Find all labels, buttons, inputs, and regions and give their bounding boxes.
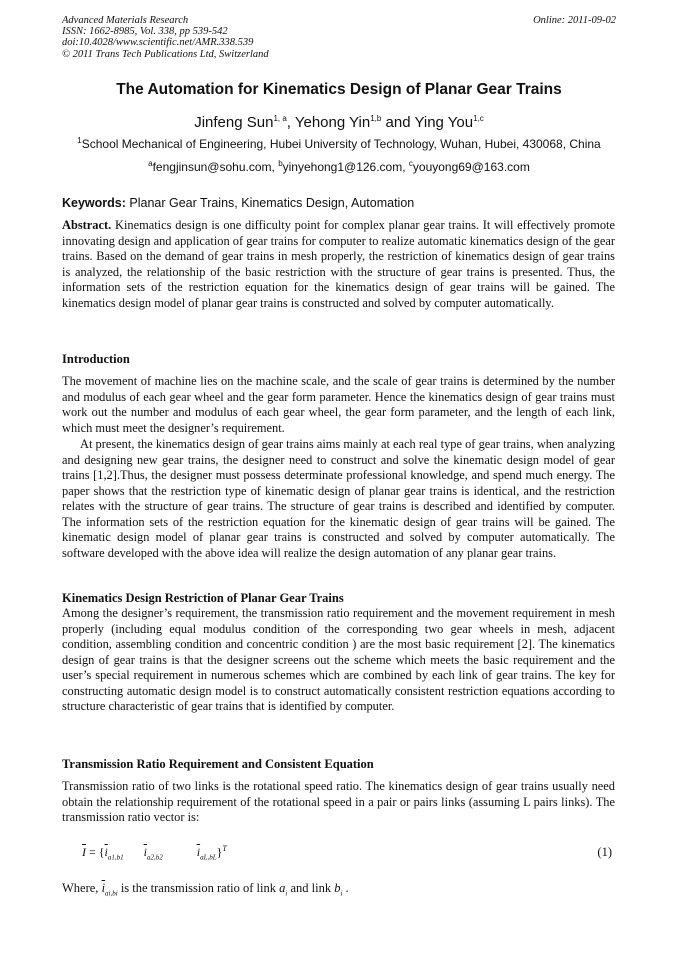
where-ratio-subscript: ai,bi bbox=[105, 889, 118, 898]
intro-paragraph-2: At present, the kinematics design of gear trains aims mainly at each real type of gear trains, when analyzing and designing new gear trains, the designer need to construct and solve the kinematic design model of gear trains [1,2].Thus, the designer must possess determinate professional knowledge, and spend much energy. The paper shows that the restriction type of kinematic design of planar gear trains is identical, and the restriction relates with the structure of gear trains. The structure of gear trains is described and identified by computer. The information sets of the restriction equation for the kinematic design of gear trains will be gained. The kinematic design model of planar gear trains is constructed and solved by computer automatically. The software developed with the above idea will realize the design automation of any planar gear trains. bbox=[62, 437, 615, 560]
journal-copyright: © 2011 Trans Tech Publications Ltd, Switzerland bbox=[62, 48, 269, 60]
where-link-a-subscript: i bbox=[285, 889, 288, 898]
equation-number: (1) bbox=[597, 845, 612, 859]
email-link[interactable]: yinyehong1@126.com, bbox=[282, 160, 409, 174]
abstract bbox=[62, 218, 615, 311]
email-link[interactable]: youyong69@163.com bbox=[412, 160, 530, 174]
paper-title: The Automation for Kinematics Design of Planar Gear Trains bbox=[116, 81, 562, 98]
where-link-a: a bbox=[279, 881, 286, 895]
author-name: Jinfeng Sun bbox=[194, 114, 274, 131]
affiliation-mark: 1 bbox=[77, 136, 82, 145]
eq-ratio-term: $\overline{i}$ bbox=[196, 845, 201, 859]
affiliation bbox=[62, 137, 616, 151]
eq-ratio-term: $\overline{i}$ bbox=[104, 845, 108, 859]
equation-1 bbox=[82, 845, 227, 861]
online-date: Online: 2011-09-02 bbox=[533, 15, 616, 26]
email-link[interactable]: fengjinsun@sohu.com, bbox=[152, 160, 279, 174]
author-name: Yehong Yin bbox=[294, 114, 371, 131]
equation-explanation bbox=[62, 881, 349, 898]
author-affiliation-mark: 1, a bbox=[273, 114, 287, 123]
where-text: is the transmission ratio of link bbox=[117, 881, 280, 895]
abstract-label: Abstract. bbox=[62, 218, 112, 232]
where-link-b: b bbox=[334, 881, 341, 895]
eq-ratio-term: $\overline{i}$ bbox=[143, 845, 147, 859]
eq-ratio-subscript: a2,b2 bbox=[146, 853, 163, 862]
where-text: Where, bbox=[62, 881, 102, 895]
section-heading-introduction: Introduction bbox=[62, 352, 130, 366]
where-text: and link bbox=[287, 881, 335, 895]
author-separator: and bbox=[381, 114, 415, 131]
section-heading-restriction: Kinematics Design Restriction of Planar Gear Trains bbox=[62, 591, 344, 605]
author-affiliation-mark: 1,c bbox=[473, 114, 484, 123]
eq-transpose: T bbox=[222, 844, 227, 853]
where-link-b-subscript: i bbox=[340, 889, 343, 898]
restriction-paragraph: Among the designer’s requirement, the transmission ratio requirement and the movement requirement in mesh properly (including equal modulus condition of the corresponding two gear wheels in mesh, adjacent condition, assembling condition and concentric condition ) are the most basic requirement [2]. The kinematics design of gear trains is that the designer screens out the scheme which meets the basic requirement and the user’s special requirement in numerous schemes which are combined by each link of gear trains. The key for constructing automatic design model is to construct automatically consistent restriction equations according to structure characteristic of gear trains that is identified by computer. bbox=[62, 606, 615, 713]
author-list bbox=[0, 114, 678, 131]
email-mark: a bbox=[148, 159, 153, 168]
author-emails bbox=[0, 160, 678, 174]
author-name: Ying You bbox=[414, 114, 474, 131]
journal-doi: doi:10.4028/www.scientific.net/AMR.338.539 bbox=[62, 37, 254, 49]
keywords bbox=[62, 196, 414, 210]
author-separator: , bbox=[286, 114, 295, 131]
author-affiliation-mark: 1,b bbox=[370, 114, 382, 123]
keywords-text: Planar Gear Trains, Kinematics Design, Automation bbox=[125, 196, 415, 210]
section-heading-transmission-ratio: Transmission Ratio Requirement and Consistent Equation bbox=[62, 757, 374, 771]
transmission-paragraph: Transmission ratio of two links is the rotational speed ratio. The kinematics design of gear trains usually need obtain the relationship requirement of the rotational speed in a pair or pairs links (assuming L pairs links). The transmission ratio vector is: bbox=[62, 779, 615, 824]
intro-paragraph-1: The movement of machine lies on the machine scale, and the scale of gear trains is determined by the number and modulus of each gear wheel and the gear form parameter. Hence the kinematics design of gear trains must work out the number and modulus of each gear wheel, the gear form parameter, and the length of each link, which must meet the designer’s requirement. bbox=[62, 374, 615, 435]
affiliation-text: School Mechanical of Engineering, Hubei University of Technology, Wuhan, Hubei, 430068, China bbox=[81, 137, 601, 151]
email-mark: b bbox=[278, 159, 283, 168]
where-ratio-symbol: $\overline{i}$ bbox=[101, 881, 106, 895]
journal-issn: ISSN: 1662-8985, Vol. 338, pp 539-542 bbox=[62, 26, 228, 38]
keywords-label: Keywords: bbox=[62, 196, 126, 210]
where-text: . bbox=[342, 881, 349, 895]
eq-ratio-subscript: aL,bL bbox=[200, 853, 217, 862]
journal-header bbox=[62, 15, 269, 60]
eq-ratio-subscript: a1,b1 bbox=[107, 853, 124, 862]
eq-lhs-vector: $\overline{I}$ bbox=[82, 845, 86, 859]
journal-name: Advanced Materials Research bbox=[62, 15, 189, 26]
abstract-text: Kinematics design is one difficulty point for complex planar gear trains. It will effectively promote innovating design and application of gear trains for computer to realize automatic kinematics design of the gear trains. Based on the demand of gear trains in mesh properly, the restriction of kinematics design of gear trains is analyzed, the relationship of the basic restriction with the structure of gear trains is presented. Thus, the information sets of the restriction equation for the kinematics design of gear trains will be gained. The kinematics design model of planar gear trains is constructed and solved by computer automatically. bbox=[62, 218, 615, 310]
eq-close-brace: } bbox=[216, 845, 223, 859]
email-mark: c bbox=[408, 159, 413, 168]
eq-equals-brace: = { bbox=[86, 845, 105, 859]
